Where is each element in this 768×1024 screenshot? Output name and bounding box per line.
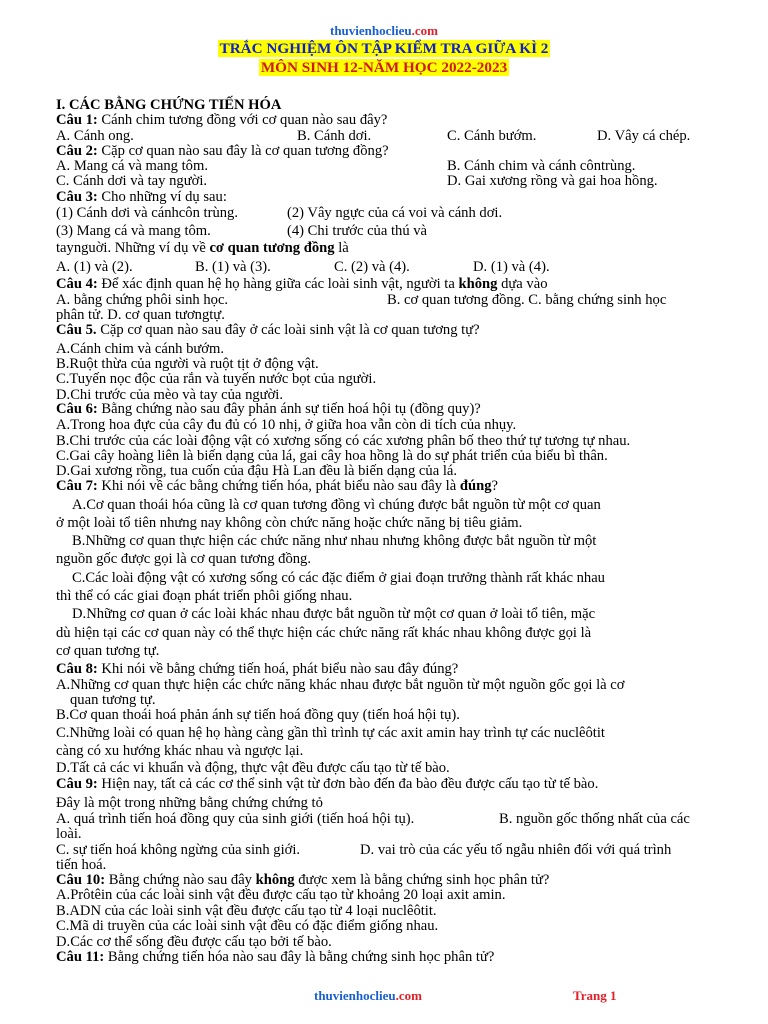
option-b: B. Cánh chim và cánh côntrùng. [447, 158, 636, 174]
option-a-line-1: A.Những cơ quan thực hiện các chức năng khác nhau được bắt nguồn từ một nguồn gốc gọi là cơ [56, 677, 625, 693]
site-watermark-bottom[interactable] [314, 987, 422, 1004]
option-d: phân tử. D. cơ quan tươngtự. [56, 307, 225, 323]
option-b-line-1: B.Những cơ quan thực hiện các chức năng như nhau nhưng không được bắt nguồn từ một [72, 533, 597, 549]
option-a: A. (1) và (2). [56, 259, 133, 275]
question-6 [56, 401, 481, 418]
option-d-line-2: tiến hoá. [56, 857, 107, 873]
question-text: Khi nói về bằng chứng tiến hoá, phát biểu nào sau đây đúng? [97, 661, 459, 677]
option-c: C. Cánh dơi và tay người. [56, 173, 208, 189]
option-d: D.Tất cả các vi khuẩn và động, thực vật đều được cấu tạo từ tế bào. [56, 760, 450, 776]
page-number: Trang 1 [573, 988, 617, 1003]
document-subtitle [0, 59, 768, 76]
option-a-line-1: A.Cơ quan thoái hóa cũng là cơ quan tương đồng vì chúng được bắt nguồn từ một cơ quan [72, 497, 601, 513]
option-c: C.Mã di truyền của các loài sinh vật đều có đặc điểm giống nhau. [56, 918, 439, 934]
option-a: A.Cánh chim và cánh bướm. [56, 341, 225, 357]
option-c-line-1: C.Những loài có quan hệ họ hàng càng gần thì trình tự các axit amin hay trình tự các nuclêôtit [56, 725, 605, 741]
option-a: A. Mang cá và mang tôm. [56, 158, 208, 174]
example-4: (4) Chi trước của thú và [287, 223, 428, 239]
question-text: Hiện nay, tất cả các cơ thể sinh vật từ đơn bào đến đa bào đều được cấu tạo từ tế bào. [97, 776, 599, 792]
option-b: B.ADN của các loài sinh vật đều được cấu tạo từ 4 loại nuclêôtit. [56, 903, 437, 919]
question-label: Câu 5. [56, 322, 97, 338]
site-watermark-top[interactable] [0, 22, 768, 39]
emphasis-text: đúng [459, 478, 492, 494]
option-b-line-1: B. nguồn gốc thống nhất của các [499, 811, 690, 827]
option-c-line-1: C.Các loài động vật có xương sống có các đặc điểm ở giai đoạn trưởng thành rất khác nhau [72, 570, 605, 586]
question-label: Câu 8: [56, 661, 98, 677]
option-a: A. bằng chứng phôi sinh học. [56, 292, 229, 308]
option-d: D. Vây cá chép. [597, 128, 691, 144]
question-text: Cho những ví dụ sau: [97, 189, 227, 205]
option-c: C. (2) và (4). [334, 259, 410, 275]
option-d-line-1: D.Những cơ quan ở các loài khác nhau được bắt nguồn từ một cơ quan ở loài tổ tiên, mặc [72, 606, 596, 622]
question-8 [56, 661, 458, 678]
question-text: Để xác định quan hệ họ hàng giữa các loài sinh vật, người ta [97, 276, 459, 292]
question-label: Câu 6: [56, 401, 98, 417]
option-d: D.Các cơ thể sống đều được cấu tạo bởi tế bào. [56, 934, 332, 950]
option-d-line-2: dù hiện tại các cơ quan này có thể thực hiện các chức năng rất khác nhau không được gọi là [56, 625, 592, 641]
site-name: thuvienhoclieu [330, 23, 412, 38]
option-a: A. Cánh ong. [56, 128, 134, 144]
option-a-line-2: quan tương tự. [70, 692, 156, 708]
question-label: Câu 11: [56, 949, 105, 965]
option-c: C. Cánh bướm. [447, 128, 537, 144]
option-c-line-2: thì thể có các giai đoạn phát triển phôi giống nhau. [56, 588, 353, 604]
option-a: A. quá trình tiến hoá đồng quy của sinh giới (tiến hoá hội tụ). [56, 811, 415, 827]
question-text: Cặp cơ quan nào sau đây là cơ quan tương đồng? [97, 143, 389, 159]
option-a: A.Prôtêin của các loài sinh vật đều được cấu tạo từ khoảng 20 loại axit amin. [56, 887, 506, 903]
option-d: D.Gai xương rồng, tua cuốn của đậu Hà Lan đều là biến dạng của lá. [56, 463, 458, 479]
example-2: (2) Vây ngực của cá voi và cánh dơi. [287, 205, 503, 221]
continuation-text-end: là [334, 240, 349, 256]
option-d: D. (1) và (4). [473, 259, 550, 275]
option-b: B.Chi trước của các loài động vật có xương sống có các xương phân bố theo thứ tự tương tự nhau. [56, 433, 631, 449]
option-b-c: B. cơ quan tương đồng. C. bằng chứng sinh học [387, 292, 667, 308]
option-c-line-2: càng có xu hướng khác nhau và ngược lại. [56, 743, 304, 759]
option-d: D.Chi trước của mèo và tay của người. [56, 387, 283, 403]
question-label: Câu 9: [56, 776, 98, 792]
question-text: Bằng chứng tiến hóa nào sau đây là bằng chứng sinh học phân tử? [104, 949, 495, 965]
question-label: Câu 2: [56, 143, 98, 159]
question-3 [56, 189, 227, 206]
section-heading: I. CÁC BẰNG CHỨNG TIẾN HÓA [56, 97, 282, 113]
question-label: Câu 1: [56, 112, 98, 128]
emphasis-text: cơ quan tương đồng [209, 240, 335, 256]
question-5 [56, 322, 480, 339]
question-label: Câu 4: [56, 276, 98, 292]
question-text: Cánh chim tương đồng với cơ quan nào sau đây? [97, 112, 388, 128]
option-b: B.Cơ quan thoái hoá phản ánh sự tiến hoá đồng quy (tiến hoá hội tụ). [56, 707, 460, 723]
question-9-line-2: Đây là một trong những bằng chứng chứng tỏ [56, 795, 323, 811]
question-text-end: dựa vào [497, 276, 548, 292]
option-c: C. sự tiến hoá không ngừng của sinh giới. [56, 842, 301, 858]
option-b-line-2: loài. [56, 826, 82, 842]
site-tld: .com [395, 988, 422, 1003]
question-7 [56, 478, 498, 495]
option-d: D. Gai xương rồng và gai hoa hồng. [447, 173, 658, 189]
question-3-continuation [56, 240, 349, 257]
example-3: (3) Mang cá và mang tôm. [56, 223, 211, 239]
question-text: Khi nói về các bằng chứng tiến hóa, phát biểu nào sau đây là [97, 478, 460, 494]
question-4 [56, 276, 548, 293]
continuation-text: taynguời. Những ví dụ về [56, 240, 210, 256]
document-title [0, 40, 768, 57]
title-line-2: MÔN SINH 12-NĂM HỌC 2022-2023 [260, 59, 508, 76]
title-line-1: TRẮC NGHIỆM ÔN TẬP KIỂM TRA GIỮA KÌ 2 [219, 40, 549, 57]
option-d-line-3: cơ quan tương tự. [56, 643, 160, 659]
question-text: Cặp cơ quan nào sau đây ở các loài sinh vật là cơ quan tương tự? [96, 322, 480, 338]
option-b-line-2: nguồn gốc được gọi là cơ quan tương đồng. [56, 551, 311, 567]
site-tld: .com [411, 23, 438, 38]
option-a-line-2: ở một loài tổ tiên nhưng nay không còn chức năng hoặc chức năng bị tiêu giảm. [56, 515, 523, 531]
option-c: C.Gai cây hoàng liên là biến dạng của lá, gai cây hoa hồng là do sự phát triển của biểu bì thân. [56, 448, 608, 464]
option-b: B. Cánh dơi. [297, 128, 372, 144]
question-text-end: được xem là bằng chứng sinh học phân tử? [294, 872, 550, 888]
option-b: B. (1) và (3). [195, 259, 271, 275]
question-label: Câu 7: [56, 478, 98, 494]
option-b: B.Ruột thừa của người và ruột tịt ở động vật. [56, 356, 319, 372]
question-11 [56, 949, 494, 966]
question-1 [56, 112, 387, 129]
question-text-end: ? [491, 478, 499, 494]
option-d-line-1: D. vai trò của các yếu tố ngẫu nhiên đối với quá trình [360, 842, 672, 858]
emphasis-text: không [458, 276, 498, 292]
example-1: (1) Cánh dơi và cánhcôn trùng. [56, 205, 238, 221]
option-c: C.Tuyến nọc độc của rắn và tuyến nước bọt của người. [56, 371, 377, 387]
question-label: Câu 10: [56, 872, 106, 888]
option-a: A.Trong hoa đực của cây đu đủ có 10 nhị, ở giữa hoa vẫn còn di tích của nhụy. [56, 417, 517, 433]
question-9 [56, 776, 598, 793]
emphasis-text: không [255, 872, 295, 888]
question-text: Bằng chứng nào sau đây [105, 872, 256, 888]
question-label: Câu 3: [56, 189, 98, 205]
question-text: Bằng chứng nào sau đây phản ánh sự tiến hoá hội tụ (đồng quy)? [97, 401, 481, 417]
site-name: thuvienhoclieu [314, 988, 396, 1003]
